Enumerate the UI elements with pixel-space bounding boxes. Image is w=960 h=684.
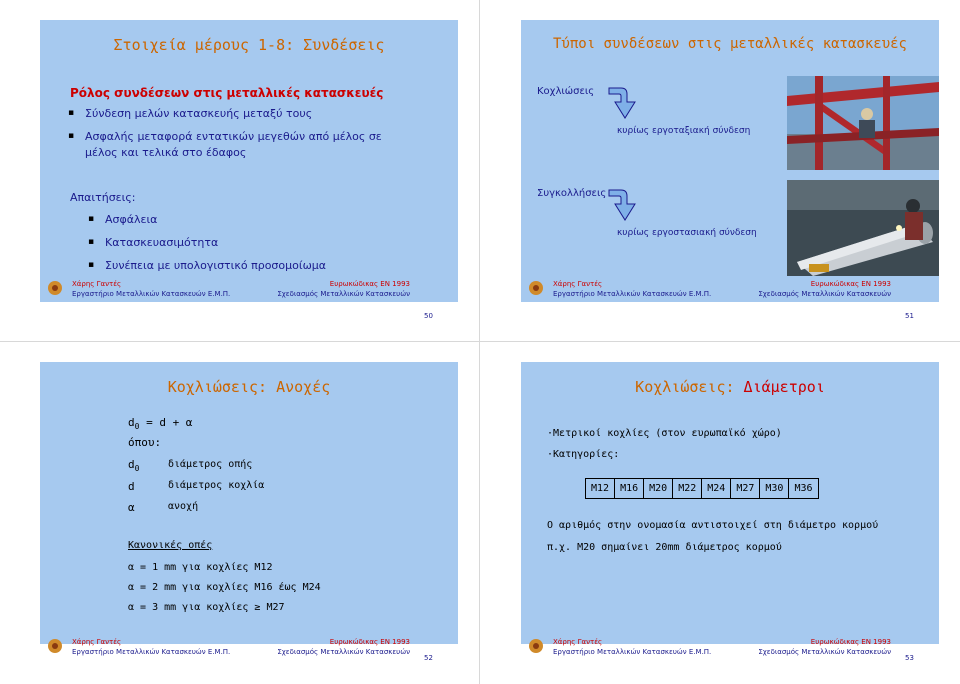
bolt-size-cell: M22 [673, 479, 702, 499]
bolt-size-cell: M27 [731, 479, 760, 499]
symbol-alpha: α [128, 501, 135, 514]
footer-author: Χάρης Γαντές [553, 638, 603, 646]
curved-arrow-icon [605, 186, 645, 228]
footer-course: Σχεδιασμός Μεταλλικών Κατασκευών [277, 290, 410, 298]
footer-code: Ευρωκώδικας EN 1993 [810, 638, 891, 646]
footer-lab: Εργαστήριο Μεταλλικών Κατασκευών Ε.Μ.Π. [553, 290, 712, 298]
bolt-size-cell: M16 [615, 479, 644, 499]
slide-50 [40, 20, 458, 302]
bullet-text: Σύνδεση μελών κατασκευής μεταξύ τους [85, 107, 313, 120]
footer-code: Ευρωκώδικας EN 1993 [329, 638, 410, 646]
footer-course: Σχεδιασμός Μεταλλικών Κατασκευών [277, 648, 410, 656]
steel-erection-photo [787, 76, 939, 170]
bullet-icon: ▪ [88, 214, 95, 224]
page-number: 50 [424, 312, 433, 320]
slide-51 [521, 20, 939, 302]
footer-course: Σχεδιασμός Μεταλλικών Κατασκευών [758, 290, 891, 298]
page-number: 52 [424, 654, 433, 662]
slide-52 [40, 362, 458, 644]
footer-course: Σχεδιασμός Μεταλλικών Κατασκευών [758, 648, 891, 656]
slide-title: Στοιχεία μέρους 1-8: Συνδέσεις [113, 36, 385, 54]
welding-photo [787, 180, 939, 276]
university-logo-icon [46, 638, 64, 654]
section-heading: Ρόλος συνδέσεων στις μεταλλικές κατασκευές [70, 86, 384, 100]
bullet-text: μέλος και τελικά στο έδαφος [85, 146, 247, 159]
note-text: Ο αριθμός στην ονομασία αντιστοιχεί στη διάμετρο κορμού [547, 520, 879, 531]
requirement-item: Ασφάλεια [105, 213, 158, 226]
footer-author: Χάρης Γαντές [72, 280, 122, 288]
definition: ανοχή [168, 501, 199, 512]
symbol-d0: $d_0$ [128, 458, 140, 474]
definition: διάμετρος οπής [168, 459, 253, 470]
bullet-text: Ασφαλής μεταφορά εντατικών μεγεθών από μέλος σε [85, 130, 382, 143]
bolting-description: κυρίως εργοταξιακή σύνδεση [617, 126, 751, 136]
bolt-size-table [585, 478, 819, 499]
note-text: π.χ. M20 σημαίνει 20mm διάμετρος κορμού [547, 542, 782, 553]
slide-title [521, 378, 939, 396]
slide-title: Τύποι συνδέσεων στις μεταλλικές κατασκευές [552, 36, 907, 52]
symbol-d: d [128, 480, 135, 493]
footer-lab: Εργαστήριο Μεταλλικών Κατασκευών Ε.Μ.Π. [553, 648, 712, 656]
footer-code: Ευρωκώδικας EN 1993 [810, 280, 891, 288]
footer-lab: Εργαστήριο Μεταλλικών Κατασκευών Ε.Μ.Π. [72, 290, 231, 298]
bullet-icon: ▪ [68, 131, 75, 141]
tolerance-rule: α = 3 mm για κοχλίες ≥ M27 [128, 602, 285, 613]
tolerance-rule: α = 1 mm για κοχλίες M12 [128, 562, 273, 573]
bullet-icon: ▪ [88, 237, 95, 247]
page-number: 51 [905, 312, 914, 320]
normal-holes-heading: Κανονικές οπές [128, 540, 213, 551]
where-label: όπου: [128, 436, 162, 449]
university-logo-icon [46, 280, 64, 296]
slide-title: Κοχλιώσεις: Ανοχές [167, 378, 331, 396]
title-prefix: Κοχλιώσεις: [635, 378, 744, 396]
slide-footer [521, 634, 939, 660]
requirement-item: Συνέπεια με υπολογιστικό προσομοίωμα [105, 259, 327, 272]
slide-53 [521, 362, 939, 644]
slide-footer [40, 634, 458, 660]
footer-author: Χάρης Γαντές [553, 280, 603, 288]
definition: διάμετρος κοχλία [168, 480, 265, 491]
title-accent: Διάμετροι [743, 378, 825, 396]
bolting-label: Κοχλιώσεις [537, 86, 595, 97]
welding-description: κυρίως εργοστασιακή σύνδεση [617, 228, 757, 238]
bullet-icon: ▪ [68, 108, 75, 118]
slide-footer [521, 276, 939, 302]
requirement-item: Κατασκευασιμότητα [105, 236, 219, 249]
footer-lab: Εργαστήριο Μεταλλικών Κατασκευών Ε.Μ.Π. [72, 648, 231, 656]
tolerance-rule: α = 2 mm για κοχλίες M16 έως M24 [128, 582, 321, 593]
slide-footer [40, 276, 458, 302]
curved-arrow-icon [605, 84, 645, 126]
university-logo-icon [527, 638, 545, 654]
bolt-size-cell: M20 [644, 479, 673, 499]
bullet-text: ·Μετρικοί κοχλίες (στον ευρωπαϊκό χώρο) [547, 428, 782, 439]
vertical-divider [479, 0, 480, 684]
footer-author: Χάρης Γαντές [72, 638, 122, 646]
formula: $d_0 = d + \alpha$ [128, 416, 193, 432]
bullet-icon: ▪ [88, 260, 95, 270]
horizontal-divider [0, 341, 960, 342]
bolt-size-cell: M30 [760, 479, 789, 499]
page-number: 53 [905, 654, 914, 662]
bolt-size-cell: M36 [789, 479, 818, 499]
bolt-size-cell: M24 [702, 479, 731, 499]
bullet-text: ·Κατηγορίες: [547, 449, 620, 460]
university-logo-icon [527, 280, 545, 296]
requirements-label: Απαιτήσεις: [70, 191, 136, 204]
footer-code: Ευρωκώδικας EN 1993 [329, 280, 410, 288]
bolt-size-cell: M12 [586, 479, 615, 499]
welding-label: Συγκολλήσεις [537, 188, 607, 199]
